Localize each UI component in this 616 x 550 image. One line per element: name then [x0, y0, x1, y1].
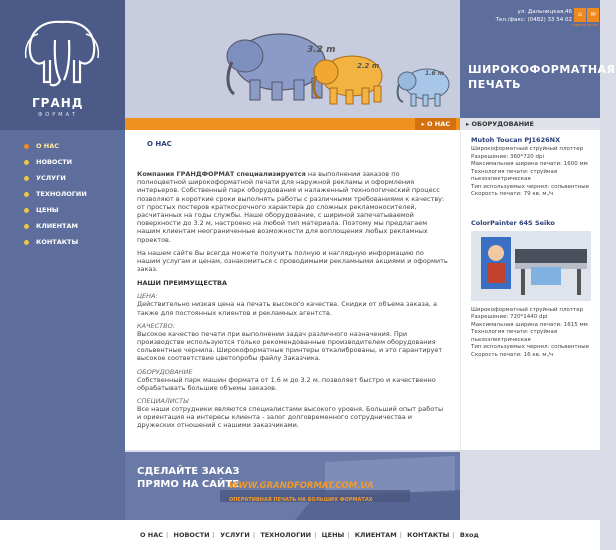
contact-info: [460, 8, 572, 24]
bullet-icon: [24, 160, 29, 165]
footer-link-login[interactable]: Вход: [459, 531, 479, 539]
footer-link-clients[interactable]: КЛИЕНТАМ: [354, 531, 397, 539]
footer-nav: [140, 531, 479, 539]
nav-item-prices[interactable]: [0, 202, 125, 218]
address: ул. Дальницкая,46: [517, 9, 572, 15]
header-info: [460, 0, 616, 118]
bullet-icon: [24, 240, 29, 245]
staff-category: СПЕЦИАЛИСТЫ: [137, 397, 189, 406]
banner-url-link[interactable]: WWW.GRANDFORMAT.COM.UA: [229, 481, 374, 491]
price-text: Действительно низкая цена на печать высокого качества. Скидки от объема заказа, а также для постоянных клиентов и рекламных агентств.: [137, 300, 437, 317]
spec-line: Скорость печати: 16 кв. м./ч: [471, 351, 554, 358]
footer-link-technologies[interactable]: ТЕХНОЛОГИИ: [260, 531, 312, 539]
spec-line: Скорость печати: 79 кв. м./ч: [471, 191, 554, 197]
section-bar: [125, 118, 460, 130]
equipment-text: Собственный парк машин формата от 1.6 м до 3.2 м. позволяет быстро и качественно обрабатывать большие объемы заказов.: [137, 375, 436, 392]
plotter-image-icon: [471, 231, 591, 301]
quality-category: КАЧЕСТВО:: [137, 321, 175, 330]
banner-line2: ПРЯМО НА САЙТЕ: [137, 479, 240, 490]
spec-line: Тип используемых чернил: сольвентные: [471, 183, 589, 190]
footer-link-contacts[interactable]: КОНТАКТЫ: [407, 531, 450, 539]
main-nav: [0, 138, 125, 250]
price-category: ЦЕНА:: [137, 292, 158, 301]
separator: |: [166, 531, 169, 539]
separator: |: [452, 531, 455, 539]
mail-icon[interactable]: ✉: [587, 8, 599, 22]
footer-link-prices[interactable]: ЦЕНЫ: [321, 531, 345, 539]
intro-bold: Компания ГРАНДФОРМАТ специализируется: [137, 170, 306, 178]
order-banner[interactable]: [125, 452, 460, 520]
footer-link-news[interactable]: НОВОСТИ: [173, 531, 210, 539]
product-name-link[interactable]: Mutoh Toucan PJ1626NX: [471, 136, 561, 144]
nav-label: ЦЕНЫ: [36, 206, 59, 214]
icon-label-home[interactable]: главная: [571, 23, 586, 27]
sidebar: [0, 0, 125, 520]
advantages-heading: НАШИ ПРЕИМУЩЕСТВА: [137, 279, 228, 288]
elephant-medium-icon: [310, 48, 390, 113]
spec-line: Технология печати: струйная пьезоэлектрическая: [471, 168, 558, 182]
nav-label: КЛИЕНТАМ: [36, 222, 78, 230]
staff-text: Все наши сотрудники являются специалистами высокого уровня. Больший опыт работы и ориентация на интересы клиента - залог долговременного сотрудничества и дружеских отношений с нашими заказчиками.: [137, 405, 444, 430]
phone: Тел./факс: (0482) 33 54 02: [495, 17, 572, 23]
spec-line: Технология печати: струйная пьезоэлектрическая: [471, 329, 558, 343]
product-specs: [471, 146, 590, 199]
nav-item-services[interactable]: [0, 170, 125, 186]
site-paragraph: На нашем сайте Вы всегда можете получить полную и наглядную информацию по нашим услугам и ценам, ознакомиться с проводимыми рекламными акциями и оформить заказ.: [137, 248, 448, 274]
separator: |: [314, 531, 317, 539]
nav-item-clients[interactable]: [0, 218, 125, 234]
nav-label: НОВОСТИ: [36, 158, 73, 166]
size-badge-small: 1.6 m: [425, 70, 444, 77]
nav-label: УСЛУГИ: [36, 174, 66, 182]
logo[interactable]: [0, 0, 125, 130]
separator: |: [347, 531, 350, 539]
equipment-bar: [460, 118, 600, 130]
banner-line1: СДЕЛАЙТЕ ЗАКАЗ: [137, 466, 240, 477]
tagline-line1: ШИРОКОФОРМАТНАЯ: [468, 63, 616, 76]
nav-label: КОНТАКТЫ: [36, 238, 79, 246]
spec-line: Разрешение: 360*720 dpi: [471, 153, 545, 160]
footer-link-about[interactable]: О НАС: [140, 531, 164, 539]
elephant-logo-icon: [0, 0, 125, 100]
icon-label-mail[interactable]: почта: [587, 23, 598, 27]
banner-tagline: ОПЕРАТИВНАЯ ПЕЧАТЬ НА БОЛЬШИХ ФОРМАТАХ: [229, 497, 373, 503]
bullet-icon: [24, 144, 29, 149]
logo-title: ГРАНД: [32, 96, 84, 110]
header-banner: [125, 0, 616, 118]
spec-line: Широкоформатный струйный плоттер: [471, 146, 584, 152]
intro-text: на выполнении заказов по полноцветной широкоформатной печати для наружной рекламы и оформления интерьеров. Собственный парк оборудования и налаженный технологический процесс позволяют в короткие сроки выполнять работы с различными требованиями к качеству: от простых постеров краткосрочного характера до сложных рекламоносителей, расчитанных на годы службы. Наше оборудование, с шириной запечатываемой поверхности до 3.2 м, настроено на любой тип материала. Поэтому мы предлагаем нашим клиентам неограниченные возможности для воплощения любых рекламных проектов.: [137, 170, 445, 244]
nav-item-news[interactable]: [0, 154, 125, 170]
main-content: [125, 130, 460, 450]
product-name-link[interactable]: ColorPainter 64S Seiko: [471, 218, 555, 227]
equipment-bar-label: ▸ ОБОРУДОВАНИЕ: [466, 120, 534, 128]
nav-item-technologies[interactable]: [0, 186, 125, 202]
separator: |: [399, 531, 402, 539]
product-card: [471, 136, 590, 199]
nav-item-about[interactable]: [0, 138, 125, 154]
section-bar-label: ▸ О НАС: [415, 118, 456, 130]
intro-paragraph: [137, 170, 448, 244]
logo-subtitle: ФОРМАТ: [38, 112, 79, 118]
page-title: О НАС: [147, 140, 172, 148]
tagline-line2: ПЕЧАТЬ: [468, 78, 522, 91]
spec-line: Широкоформатный струйный плоттер: [471, 306, 584, 313]
product-photo[interactable]: [471, 231, 591, 301]
spec-line: Тип используемых чернил: сольвентные: [471, 344, 589, 350]
spec-line: Максимальная ширина печати: 1600 мм: [471, 161, 588, 167]
bullet-icon: [24, 176, 29, 181]
separator: |: [212, 531, 215, 539]
nav-label: О НАС: [36, 142, 60, 150]
spec-line: Максимальная ширина печати: 1615 мм: [471, 321, 588, 328]
equipment-category: ОБОРУДОВАНИЕ: [137, 367, 193, 376]
footer: [0, 520, 600, 550]
nav-item-contacts[interactable]: [0, 234, 125, 250]
home-icon[interactable]: ⌂: [574, 8, 586, 22]
quality-text: Высокое качество печати при выполнении задач различного назначения. При производстве используются только рекомендованные производителем оборудования сольвентные чернила. Широкоформатные принтеры откалиброваны, и это гарантирует высокое соответствие цветопробы файлу Заказчика.: [137, 329, 443, 363]
product-specs: [471, 307, 590, 360]
spec-line: Разрешение: 720*1440 dpi: [471, 314, 548, 320]
bullet-icon: [24, 208, 29, 213]
bullet-icon: [24, 192, 29, 197]
header-tagline: [468, 62, 616, 92]
equipment-column: [460, 130, 600, 450]
bullet-icon: [24, 224, 29, 229]
size-badge-large: 3.2 m: [307, 45, 336, 55]
nav-label: ТЕХНОЛОГИИ: [36, 190, 87, 198]
separator: |: [252, 531, 256, 539]
product-card: [471, 219, 590, 360]
size-badge-medium: 2.2 m: [357, 62, 380, 70]
banner-spacer: [460, 452, 600, 520]
footer-link-services[interactable]: УСЛУГИ: [220, 531, 250, 539]
